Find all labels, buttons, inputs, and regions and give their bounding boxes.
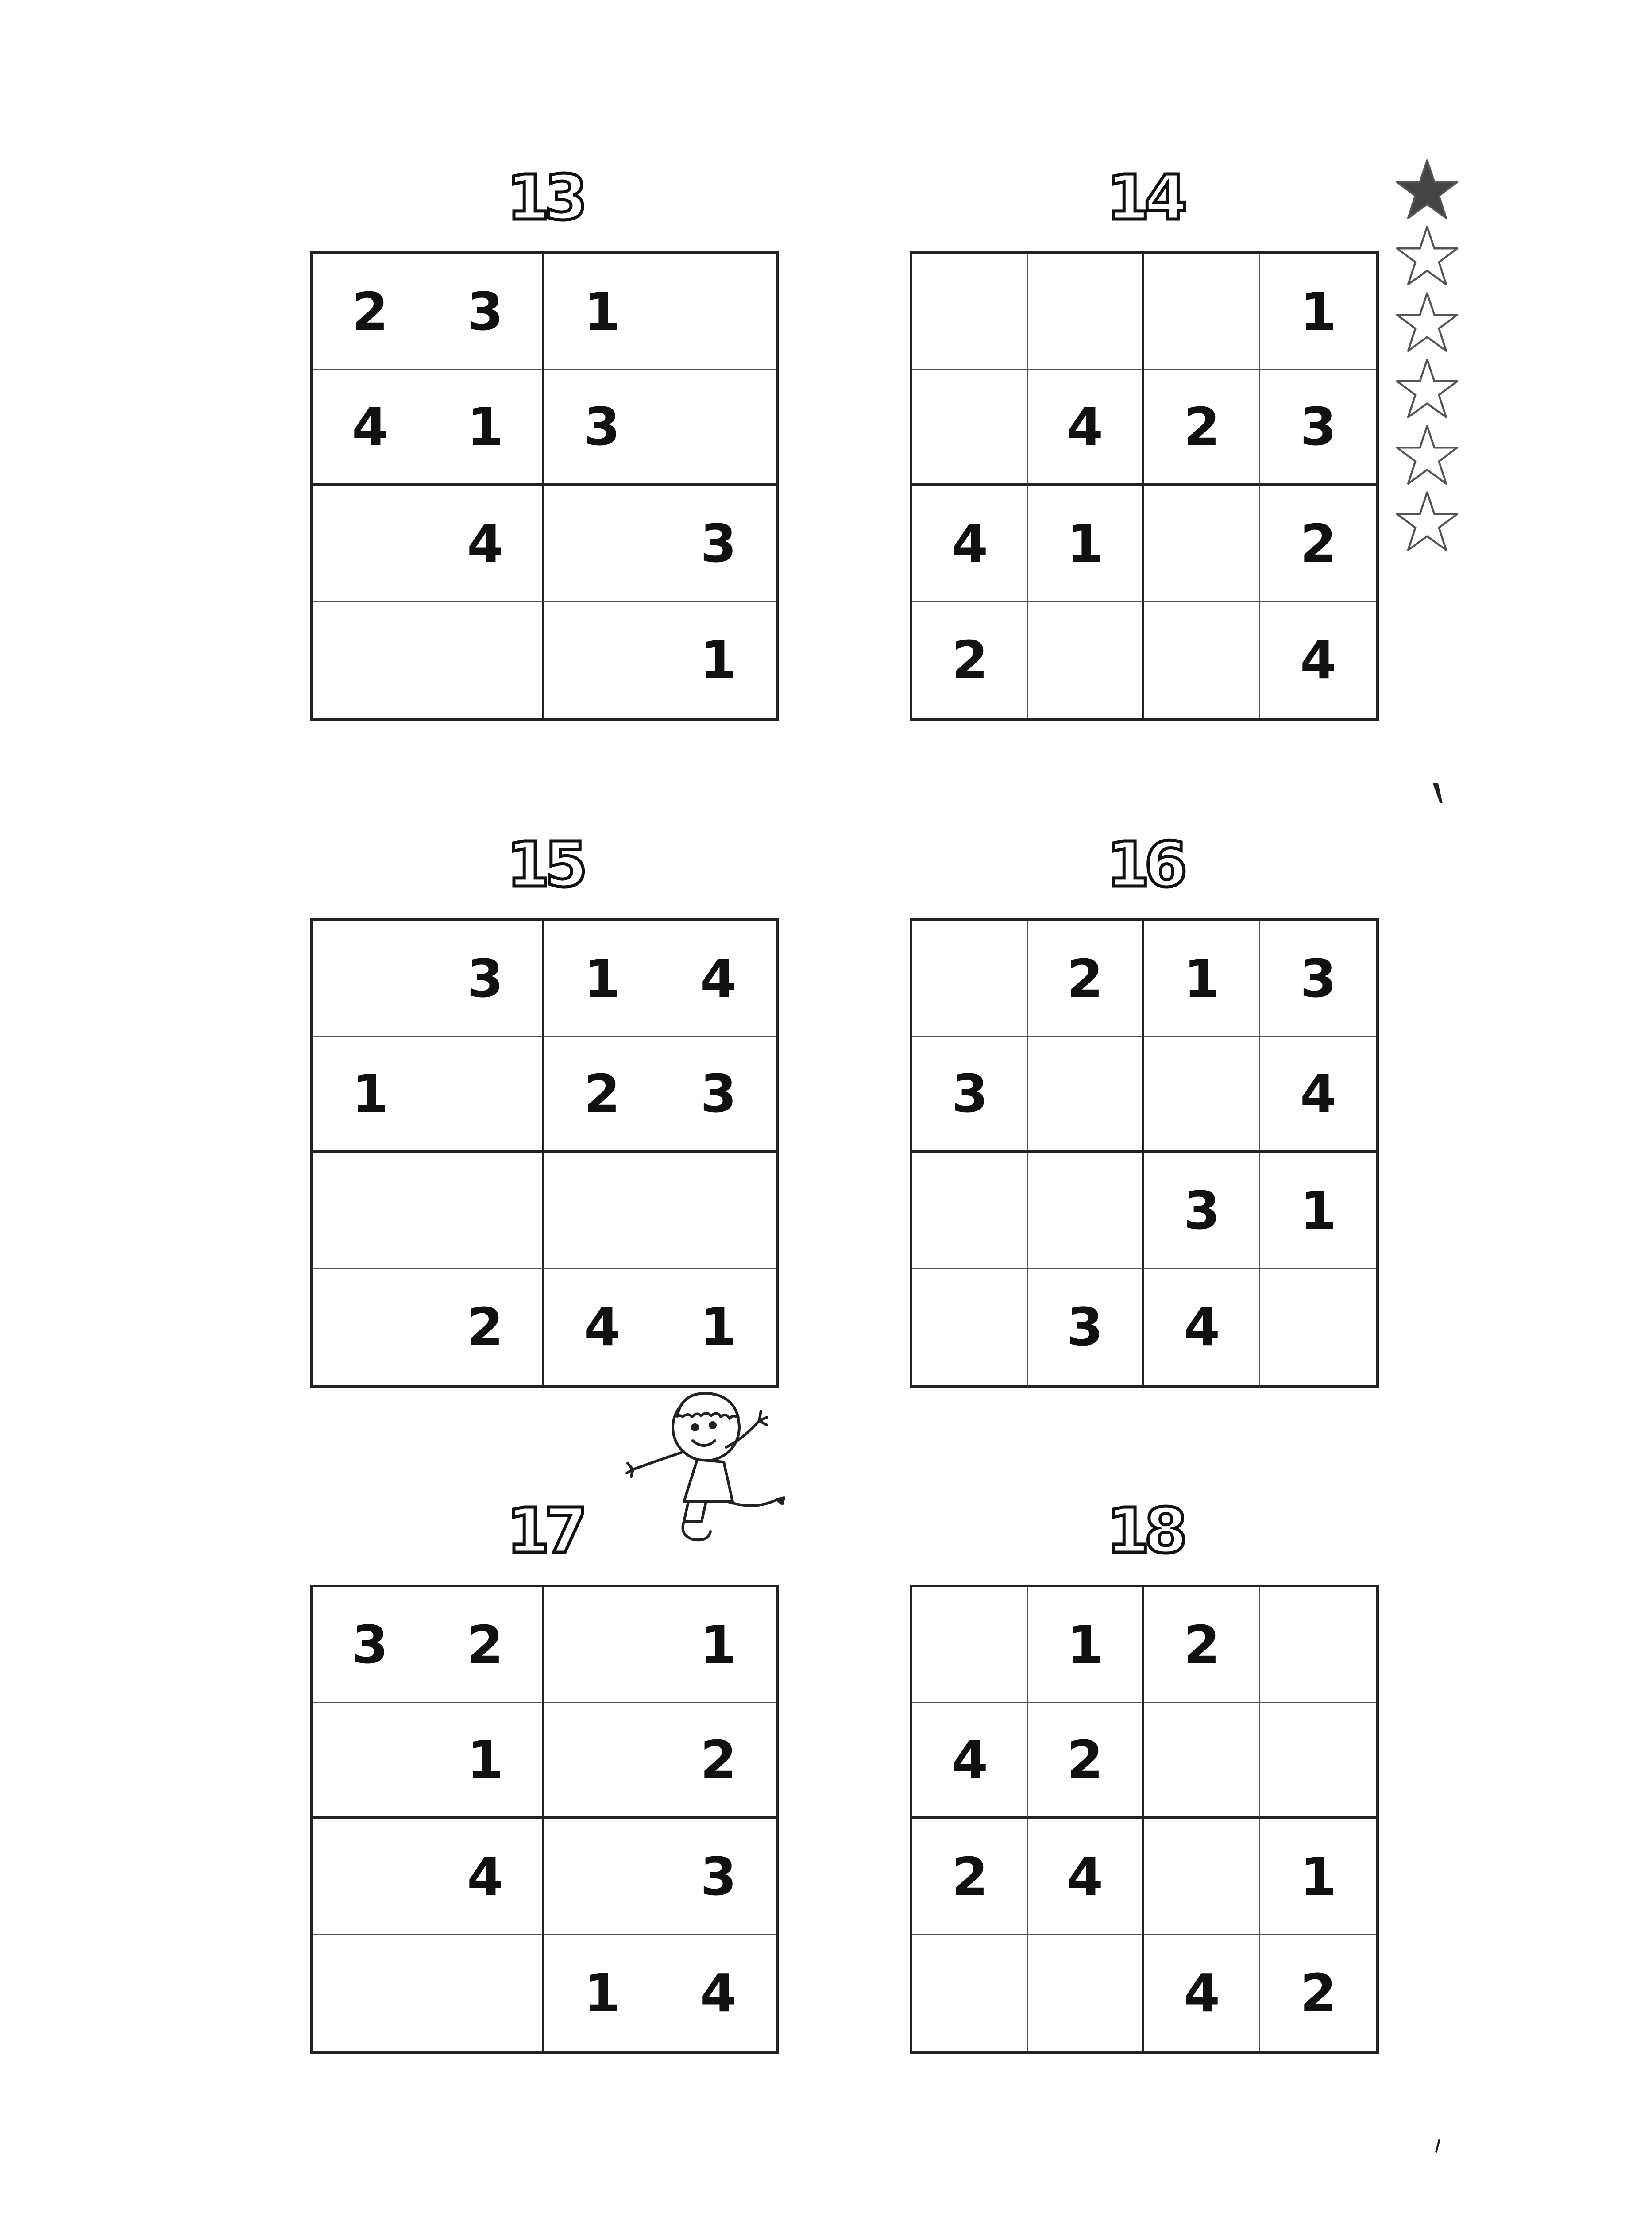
- given-cell: 3: [428, 921, 544, 1037]
- empty-cell[interactable]: [428, 1153, 544, 1269]
- given-cell: 1: [313, 1037, 428, 1153]
- given-cell: 4: [1260, 1037, 1376, 1153]
- empty-cell[interactable]: [544, 1587, 660, 1703]
- empty-cell[interactable]: [1144, 1703, 1260, 1819]
- puzzle-number: 15: [506, 829, 583, 901]
- given-cell: 4: [313, 370, 428, 486]
- given-cell: 3: [428, 254, 544, 370]
- empty-cell[interactable]: [660, 1153, 776, 1269]
- empty-cell[interactable]: [428, 1037, 544, 1153]
- given-cell: 4: [1144, 1269, 1260, 1385]
- empty-cell[interactable]: [1260, 1587, 1376, 1703]
- sudoku-grid: [910, 1585, 1379, 2054]
- empty-cell[interactable]: [544, 486, 660, 602]
- given-cell: 2: [1028, 921, 1144, 1037]
- given-cell: 1: [544, 1935, 660, 2051]
- given-cell: 1: [660, 1587, 776, 1703]
- given-cell: 2: [544, 1037, 660, 1153]
- given-cell: 2: [912, 1819, 1028, 1935]
- puzzle-number: 17: [506, 1495, 583, 1567]
- empty-cell[interactable]: [912, 921, 1028, 1037]
- given-cell: 4: [544, 1269, 660, 1385]
- given-cell: 2: [428, 1587, 544, 1703]
- empty-cell[interactable]: [313, 1819, 428, 1935]
- sudoku-grid: [310, 1585, 779, 2054]
- given-cell: 2: [1144, 1587, 1260, 1703]
- empty-cell[interactable]: [313, 486, 428, 602]
- star-empty-icon: [1394, 423, 1460, 488]
- cartoon-kid-illustration: [618, 1381, 812, 1567]
- empty-cell[interactable]: [1144, 1819, 1260, 1935]
- star-filled-icon: [1394, 157, 1460, 223]
- empty-cell[interactable]: [428, 602, 544, 718]
- empty-cell[interactable]: [1028, 254, 1144, 370]
- sudoku-grid: [910, 251, 1379, 721]
- star-empty-icon: [1394, 356, 1460, 422]
- given-cell: 1: [700, 1296, 737, 1357]
- given-cell: 2: [313, 254, 428, 370]
- given-cell: 3: [1028, 1269, 1144, 1385]
- empty-cell[interactable]: [1144, 254, 1260, 370]
- page-mark: [1433, 2138, 1442, 2155]
- empty-cell[interactable]: [1260, 1703, 1376, 1819]
- given-cell: 4: [1144, 1935, 1260, 2051]
- empty-cell[interactable]: [313, 602, 428, 718]
- empty-cell[interactable]: [544, 1153, 660, 1269]
- given-cell: 1: [1260, 1153, 1376, 1269]
- given-cell: 3: [1144, 1153, 1260, 1269]
- sudoku-grid: [310, 251, 779, 721]
- given-cell: 3: [1260, 921, 1376, 1037]
- sudoku-grid: [310, 918, 779, 1388]
- given-cell: 3: [544, 370, 660, 486]
- empty-cell[interactable]: [1028, 1935, 1144, 2051]
- given-cell: 1: [544, 921, 660, 1037]
- given-cell: 1: [1260, 1819, 1376, 1935]
- puzzle-number: 13: [506, 162, 583, 234]
- given-cell: 2: [1300, 1962, 1337, 2024]
- difficulty-rating: [1394, 157, 1461, 555]
- empty-cell[interactable]: [313, 1153, 428, 1269]
- empty-cell[interactable]: [544, 1819, 660, 1935]
- empty-cell[interactable]: [1260, 1269, 1376, 1385]
- sudoku-grid: [910, 918, 1379, 1388]
- given-cell: 2: [1028, 1703, 1144, 1819]
- empty-cell[interactable]: [912, 1269, 1028, 1385]
- empty-cell[interactable]: [313, 1703, 428, 1819]
- given-cell: 4: [428, 1819, 544, 1935]
- given-cell: 2: [660, 1703, 776, 1819]
- empty-cell[interactable]: [313, 921, 428, 1037]
- given-cell: 4: [1028, 370, 1144, 486]
- empty-cell[interactable]: [912, 1153, 1028, 1269]
- given-cell: 3: [912, 1037, 1028, 1153]
- star-empty-icon: [1394, 290, 1460, 355]
- empty-cell[interactable]: [544, 602, 660, 718]
- empty-cell[interactable]: [912, 1935, 1028, 2051]
- given-cell: 4: [428, 486, 544, 602]
- empty-cell[interactable]: [1028, 1037, 1144, 1153]
- empty-cell[interactable]: [912, 370, 1028, 486]
- given-cell: 4: [912, 1703, 1028, 1819]
- given-cell: 1: [428, 1703, 544, 1819]
- empty-cell[interactable]: [544, 1703, 660, 1819]
- given-cell: 1: [1028, 1587, 1144, 1703]
- given-cell: 3: [1260, 370, 1376, 486]
- given-cell: 1: [428, 370, 544, 486]
- empty-cell[interactable]: [660, 370, 776, 486]
- given-cell: 4: [912, 486, 1028, 602]
- given-cell: 3: [313, 1587, 428, 1703]
- given-cell: 2: [1260, 486, 1376, 602]
- given-cell: 3: [660, 1037, 776, 1153]
- empty-cell[interactable]: [912, 254, 1028, 370]
- empty-cell[interactable]: [1028, 602, 1144, 718]
- given-cell: 3: [660, 486, 776, 602]
- empty-cell[interactable]: [1144, 486, 1260, 602]
- given-cell: 1: [1260, 254, 1376, 370]
- given-cell: 1: [544, 254, 660, 370]
- puzzle-number: 18: [1106, 1495, 1182, 1567]
- given-cell: 2: [912, 602, 1028, 718]
- given-cell: 2: [428, 1269, 544, 1385]
- empty-cell[interactable]: [313, 1269, 428, 1385]
- empty-cell[interactable]: [1144, 1037, 1260, 1153]
- given-cell: 3: [660, 1819, 776, 1935]
- given-cell: 4: [660, 921, 776, 1037]
- empty-cell[interactable]: [313, 1935, 428, 2051]
- given-cell: 1: [1028, 486, 1144, 602]
- empty-cell[interactable]: [1144, 602, 1260, 718]
- empty-cell[interactable]: [1028, 1153, 1144, 1269]
- page-mark: [1431, 781, 1444, 808]
- given-cell: 1: [700, 629, 737, 690]
- star-empty-icon: [1394, 489, 1460, 555]
- empty-cell[interactable]: [912, 1587, 1028, 1703]
- given-cell: 4: [1028, 1819, 1144, 1935]
- empty-cell[interactable]: [428, 1935, 544, 2051]
- puzzle-number: 14: [1106, 162, 1182, 234]
- star-empty-icon: [1394, 224, 1460, 289]
- given-cell: 1: [1144, 921, 1260, 1037]
- given-cell: 4: [1300, 629, 1337, 690]
- given-cell: 2: [1144, 370, 1260, 486]
- empty-cell[interactable]: [660, 254, 776, 370]
- given-cell: 4: [700, 1962, 737, 2024]
- puzzle-number: 16: [1106, 829, 1182, 901]
